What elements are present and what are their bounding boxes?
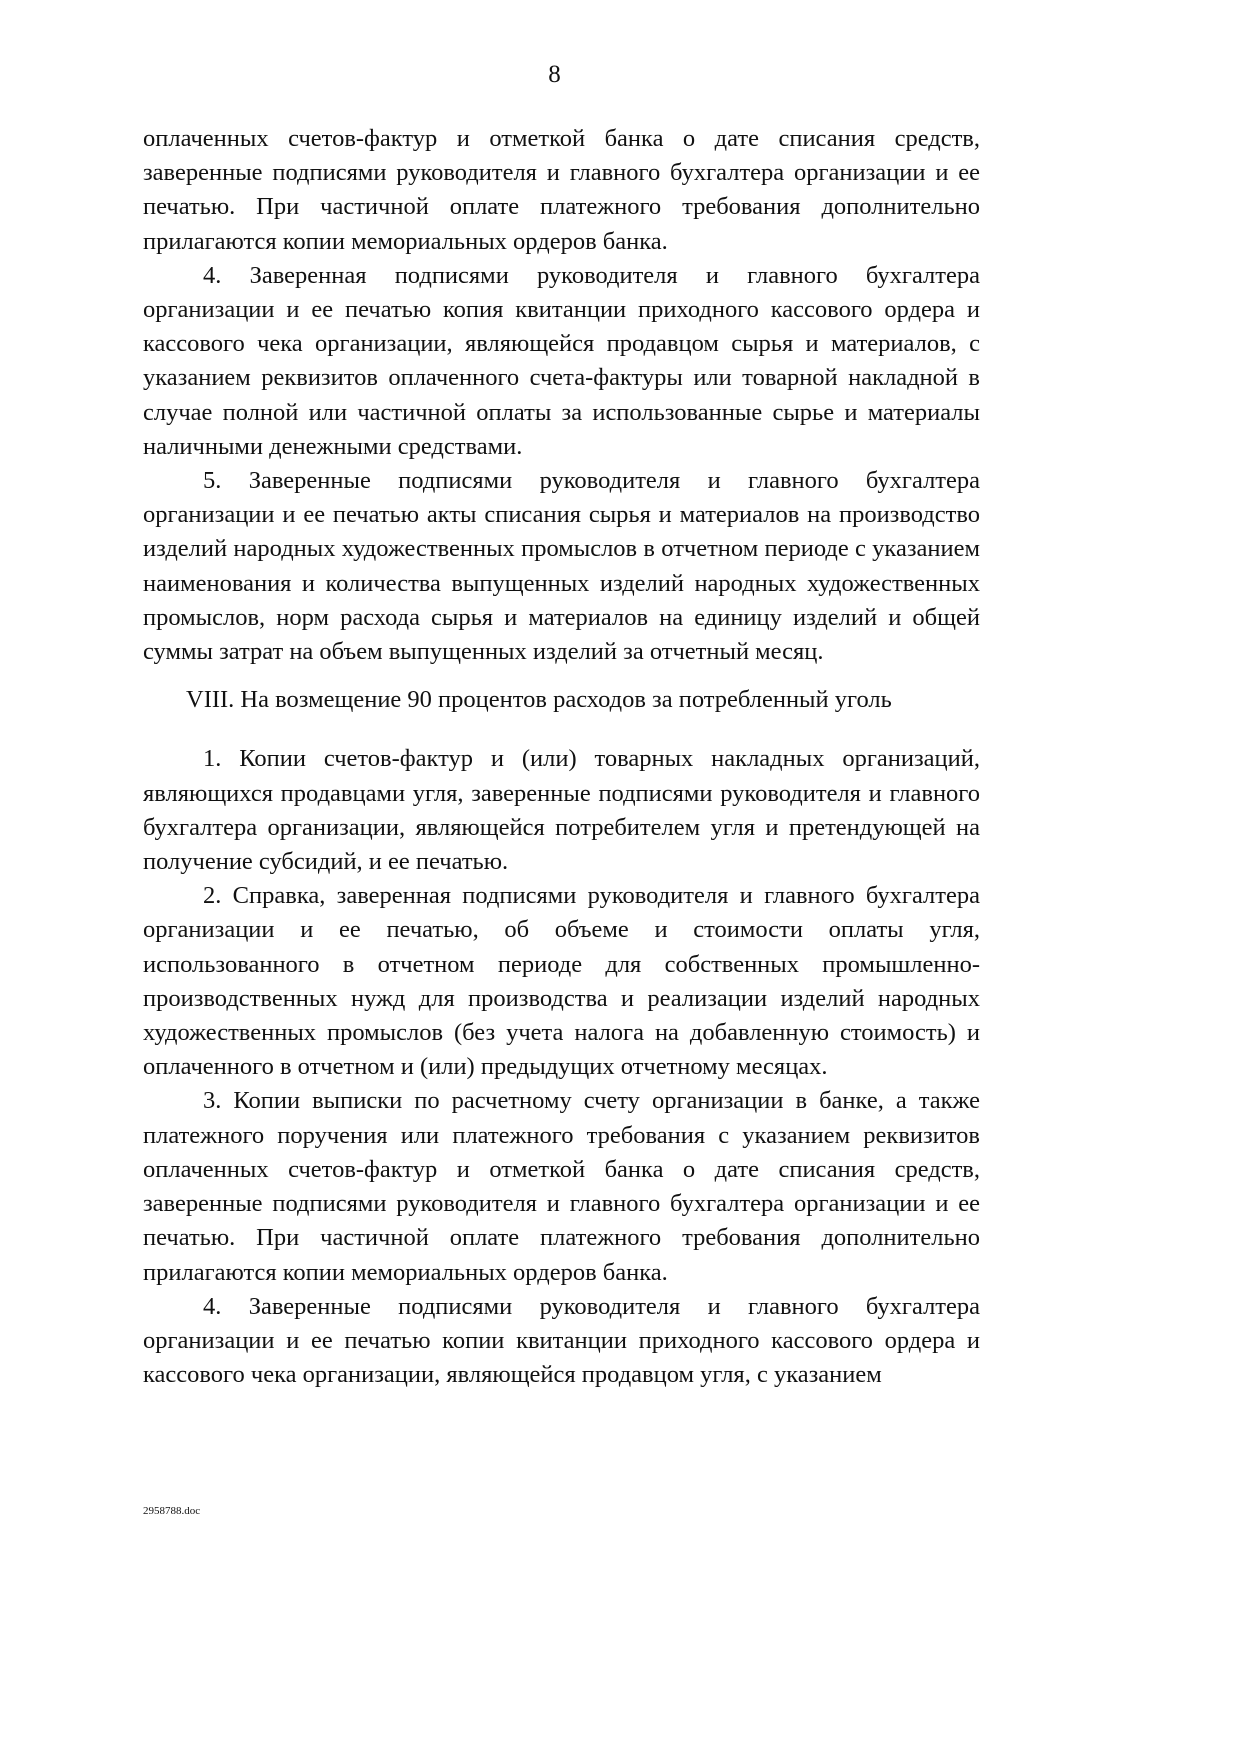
page-number: 8	[548, 61, 561, 88]
document-body	[143, 122, 980, 1392]
paragraph-item-5-materials: 5. Заверенные подписями руководителя и главного бухгалтера организации и ее печатью акты списания сырья и материалов на производство изделий народных художественных промыслов в отчетном периоде с указанием наименования и количества выпущенных изделий народных художественных промыслов, норм расхода сырья и материалов на единицу изделий и общей суммы затрат на объем выпущенных изделий за отчетный месяц.	[143, 467, 980, 666]
paragraph-item-1-coal: 1. Копии счетов-фактур и (или) товарных накладных организаций, являющихся продавцами угля, заверенные подписями руководителя и главного бухгалтера организации, являющейся потребителем угля и претендующей на получение субсидий, и ее печатью.	[143, 745, 980, 876]
paragraph-item-4-coal: 4. Заверенные подписями руководителя и главного бухгалтера организации и ее печатью копии квитанции приходного кассового ордера и кассового чека организации, являющейся продавцом угля, с указанием	[143, 1292, 980, 1389]
section-heading-viii: VIII. На возмещение 90 процентов расходов за потребленный уголь	[186, 686, 892, 714]
footer-filename: 2958788.doc	[143, 1505, 201, 1517]
paragraph-item-3-coal: 3. Копии выписки по расчетному счету организации в банке, а также платежного поручения или платежного требования с указанием реквизитов оплаченных счетов-фактур и отметкой банка о дате списания средств, заверенные подписями руководителя и главного бухгалтера организации и ее печатью. При частичной оплате платежного требования дополнительно прилагаются копии мемориальных ордеров банка.	[143, 1087, 980, 1286]
paragraph-continuation: оплаченных счетов-фактур и отметкой банка о дате списания средств, заверенные подписями руководителя и главного бухгалтера организации и ее печатью. При частичной оплате платежного требования дополнительно прилагаются копии мемориальных ордеров банка.	[143, 125, 980, 255]
paragraph-item-4-materials: 4. Заверенная подписями руководителя и главного бухгалтера организации и ее печатью копия квитанции приходного кассового ордера и кассового чека организации, являющейся продавцом сырья и материалов, с указанием реквизитов оплаченного счета-фактуры или товарной накладной в случае полной или частичной оплаты за использованные сырье и материалы наличными денежными средствами.	[143, 261, 980, 460]
paragraph-item-2-coal: 2. Справка, заверенная подписями руководителя и главного бухгалтера организации и ее печатью, об объеме и стоимости оплаты угля, использованного в отчетном периоде для собственных промышленно-производственных нужд для производства и реализации изделий народных художественных промыслов (без учета налога на добавленную стоимость) и оплаченного в отчетном и (или) предыдущих отчетному месяцах.	[143, 882, 980, 1081]
